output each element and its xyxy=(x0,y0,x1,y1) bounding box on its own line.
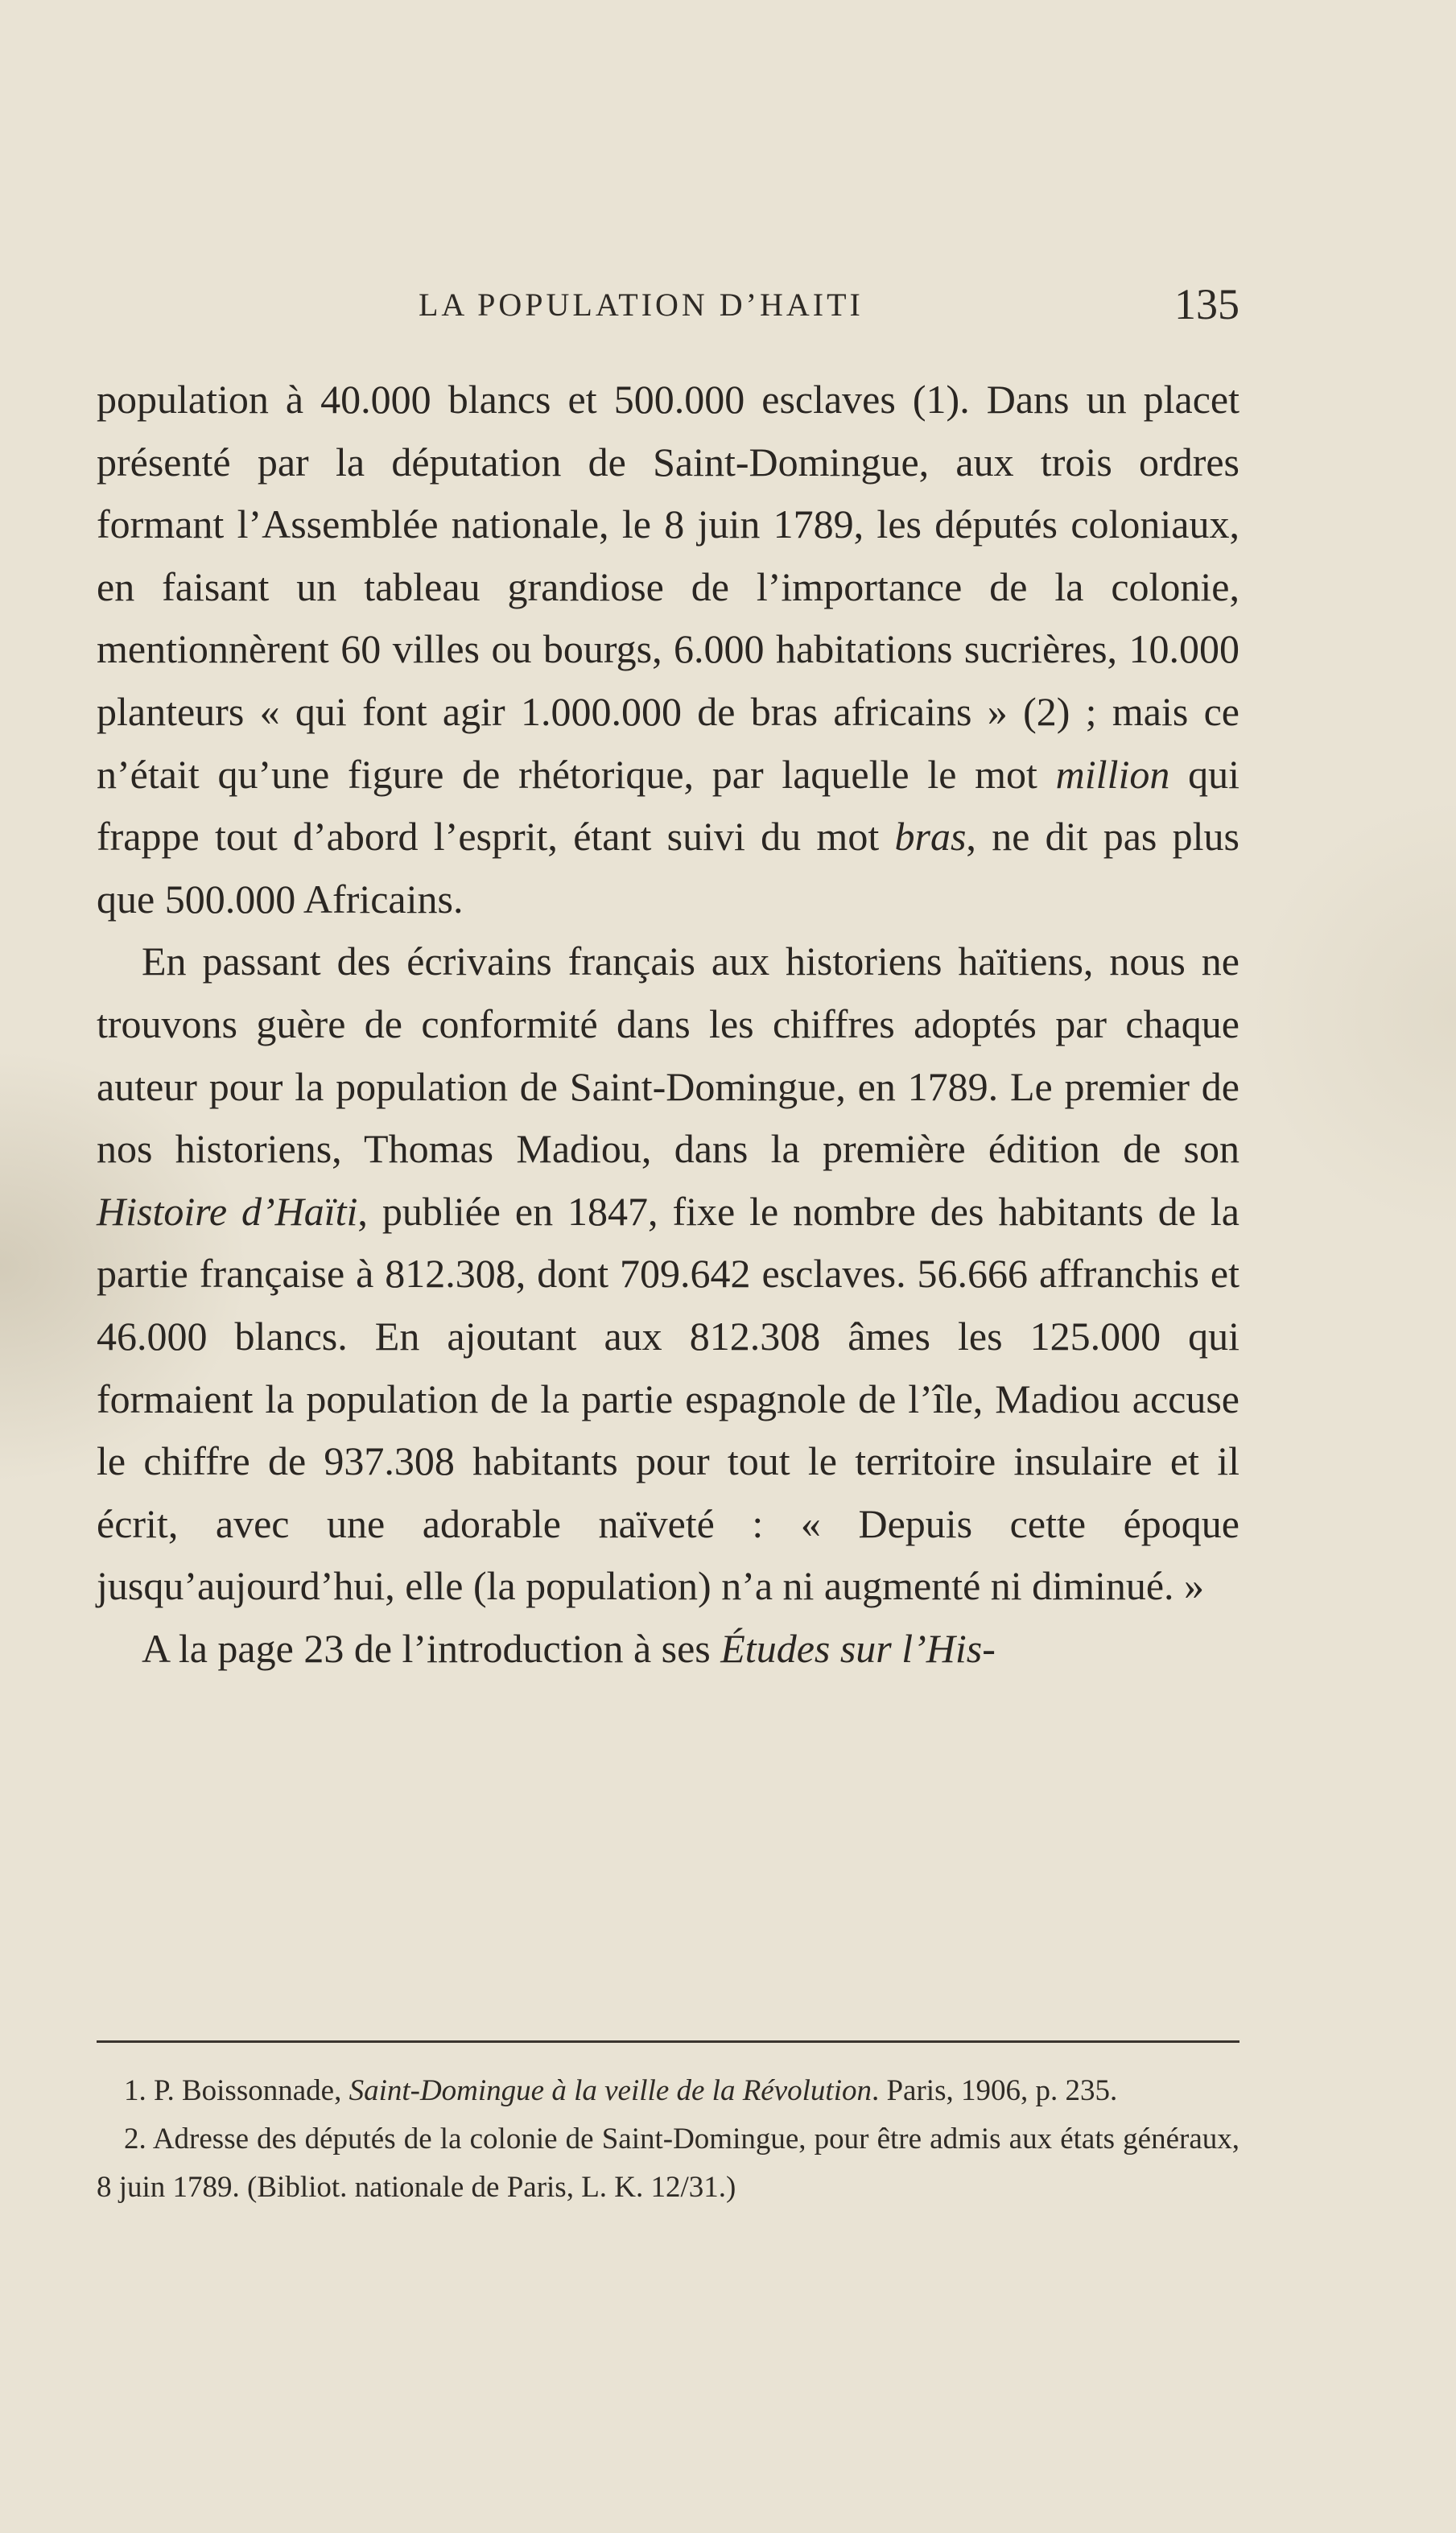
paragraph-2-text-b: , publiée en 1847, fixe le nombre des habitants de la partie française à 812.308, dont 709.642 esclaves. 56.666 affranchis et 46.000 blancs. En ajoutant aux 812.308 âmes les 125.000 qui formaient la population de la partie espagnole de l’île, Madiou accuse le chiffre de 937.308 habitants pour tout le territoire insulaire et il écrit, avec une adorable naïveté : « Depuis cette époque jusqu’aujourd’hui, elle (la population) n’a ni augmenté ni diminué. » xyxy=(97,1188,1239,1609)
paragraph-3-text-a: A la page 23 de l’introduction à ses xyxy=(142,1625,721,1671)
paragraph-1 xyxy=(97,369,1239,930)
page-number: 135 xyxy=(1174,280,1239,328)
running-title: LA POPULATION D’HAITI xyxy=(419,287,864,323)
paragraph-1-emphasis-bras: bras xyxy=(894,814,967,860)
paragraph-2-text-a: En passant des écrivains français aux historiens haïtiens, nous ne trouvons guère de conformité dans les chiffres adoptés par chaque auteur pour la population de Saint-Domingue, en 1789. Le premier de nos historiens, Thomas Madiou, dans la première édition de son xyxy=(97,939,1239,1172)
paragraph-3-book-title: Études sur l’His- xyxy=(720,1625,996,1671)
paragraph-2 xyxy=(97,930,1239,1618)
paragraph-3 xyxy=(97,1618,1239,1681)
footnote-2 xyxy=(97,2115,1239,2212)
footnote-1-text-b: . Paris, 1906, p. 235. xyxy=(871,2074,1118,2107)
footnote-1-title: Saint-Domingue à la veille de la Révolution xyxy=(349,2074,872,2107)
paragraph-2-book-title: Histoire d’Haïti xyxy=(97,1188,358,1234)
main-text xyxy=(97,369,1239,1680)
page-header xyxy=(97,280,1239,334)
paragraph-1-emphasis-million: million xyxy=(1055,751,1170,797)
paragraph-1-text-b: qui frappe tout d’abord l’esprit, étant suivi du mot xyxy=(97,751,1239,860)
footnote-1 xyxy=(97,2067,1239,2115)
paragraph-1-text-a: population à 40.000 blancs et 500.000 esclaves (1). Dans un placet présenté par la députation de Saint-Domingue, aux trois ordres formant l’Assemblée nationale, le 8 juin 1789, les députés coloniaux, en faisant un tableau grandiose de l’importance de la colonie, mentionnèrent 60 villes ou bourgs, 6.000 habitations sucrières, 10.000 planteurs « qui font agir 1.000.000 de bras africains » (2) ; mais ce n’était qu’une figure de rhétorique, par laquelle le mot xyxy=(97,377,1239,797)
footnotes xyxy=(97,2067,1239,2212)
paragraph-1-text-c: , ne dit pas plus que 500.000 Africains. xyxy=(97,814,1240,922)
footnote-divider xyxy=(97,2040,1239,2043)
footnote-1-text-a: 1. P. Boissonnade, xyxy=(124,2074,349,2107)
footnote-2-text: 2. Adresse des députés de la colonie de Saint-Domingue, pour être admis aux états généraux, 8 juin 1789. (Bibliot. nationale de Paris, L. K. 12/31.) xyxy=(97,2123,1239,2204)
